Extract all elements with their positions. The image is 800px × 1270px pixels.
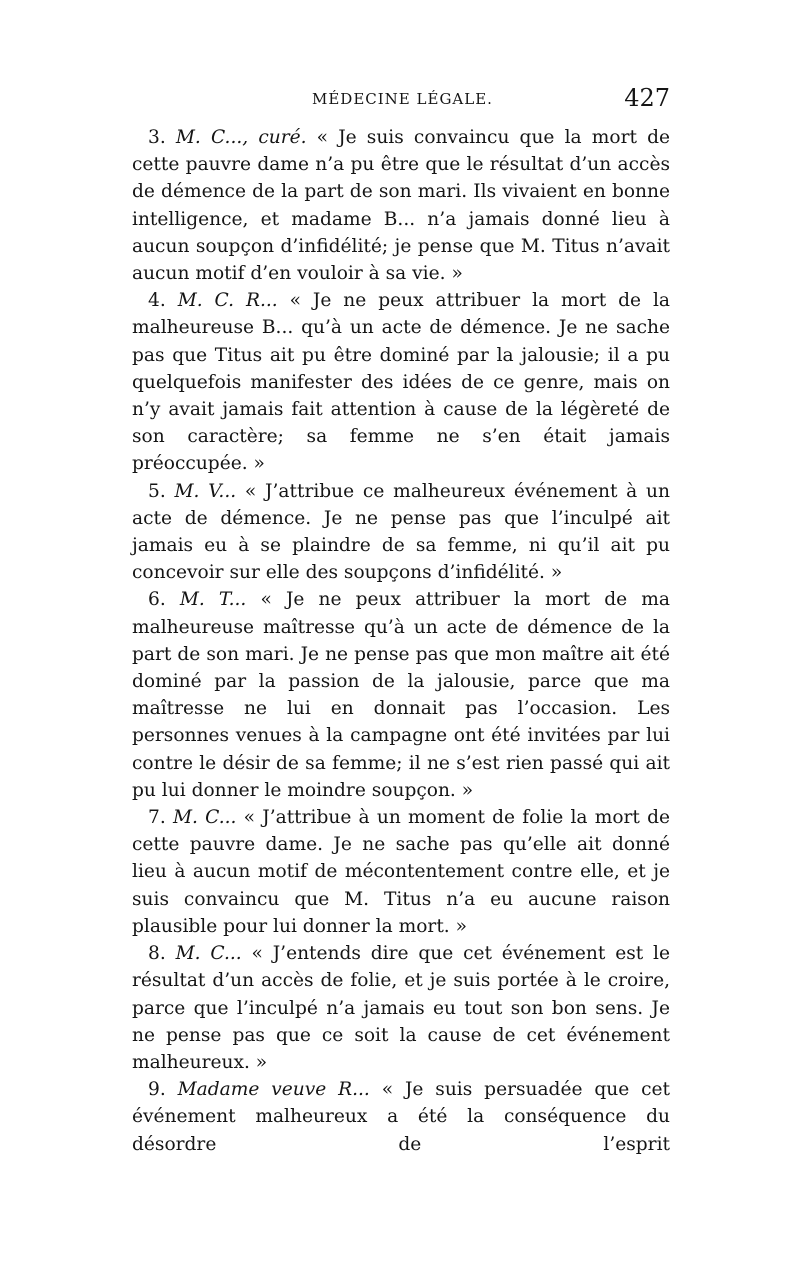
testimony-number: 7.: [148, 807, 166, 829]
running-head: [132, 84, 670, 124]
testimony-number: 6.: [148, 589, 166, 611]
testimony-number: 9.: [148, 1079, 166, 1101]
witness-name: M. C...: [175, 943, 242, 965]
page-number: 427: [624, 84, 670, 112]
testimony-text: « J’attribue ce malheureux événement à un acte de démence. Je ne pense pas que l’inculpé ait jamais eu à se plaindre de sa femme, ni qu’il ait pu concevoir sur elle des soupçons d’infidélité. »: [132, 480, 670, 584]
testimony-paragraph-8: [132, 940, 670, 1076]
testimony-number: 3.: [148, 127, 166, 148]
witness-name: M. C..., curé.: [175, 127, 307, 148]
witness-name: Madame veuve R...: [177, 1079, 370, 1101]
testimony-paragraph-3: [132, 124, 670, 287]
testimony-paragraph-4: [132, 287, 670, 477]
testimony-paragraph-5: [132, 478, 670, 587]
testimony-text: « J’entends dire que cet événement est le résultat d’un accès de folie, et je suis portée à le croire, parce que l’inculpé n’a jamais eu tout son bon sens. Je ne pense pas que ce soit la cause de cet événement malheureux. »: [132, 943, 670, 1073]
testimony-number: 4.: [148, 290, 166, 312]
testimony-text: « Je ne peux attribuer la mort de la malheureuse B... qu’à un acte de démence. Je ne sache pas que Titus ait pu être dominé par la jalousie; il a pu quelquefois manifester des idées de ce genre, mais on n’y avait jamais fait attention à cause de la légèreté de son caractère; sa femme ne s’en était jamais préoccupée. »: [132, 290, 670, 475]
testimony-paragraph-7: [132, 804, 670, 940]
testimony-number: 8.: [148, 943, 166, 965]
testimony-text: « Je suis persuadée que cet événement malheureux a été la conséquence du désordre de l’esprit: [132, 1079, 670, 1155]
testimony-number: 5.: [148, 480, 166, 502]
testimony-paragraph-6: [132, 586, 670, 804]
witness-name: M. C...: [172, 807, 237, 829]
witness-name: M. V...: [174, 480, 237, 502]
testimony-text: « Je suis convaincu que la mort de cette pauvre dame n’a pu être que le résultat d’un accès de démence de la part de son mari. Ils vivaient en bonne intelligence, et madame B... n’a jamais donné lieu à aucun soupçon d’infidélité; je pense que M. Titus n’avait aucun motif d’en vouloir à sa vie. »: [132, 127, 670, 285]
witness-name: M. C. R...: [177, 290, 278, 312]
witness-name: M. T...: [179, 589, 247, 611]
testimony-paragraph-9: [132, 1076, 670, 1158]
testimony-text: « J’attribue à un moment de folie la mort de cette pauvre dame. Je ne sache pas qu’elle ait donné lieu à aucun motif de mécontentement contre elle, et je suis convaincu que M. Titus n’a eu aucune raison plausible pour lui donner la mort. »: [132, 807, 670, 937]
testimony-text: « Je ne peux attribuer la mort de ma malheureuse maîtresse qu’à un acte de démence de la part de son mari. Je ne pense pas que mon maître ait été dominé par la passion de la jalousie, parce que ma maîtresse ne lui en donnait pas l’occasion. Les personnes venues à la campagne ont été invitées par lui contre le désir de sa femme; il ne s’est rien passé qui ait pu lui donner le moindre soupçon. »: [132, 589, 670, 801]
running-title: MÉDECINE LÉGALE.: [312, 90, 493, 108]
book-page: [132, 84, 670, 1158]
